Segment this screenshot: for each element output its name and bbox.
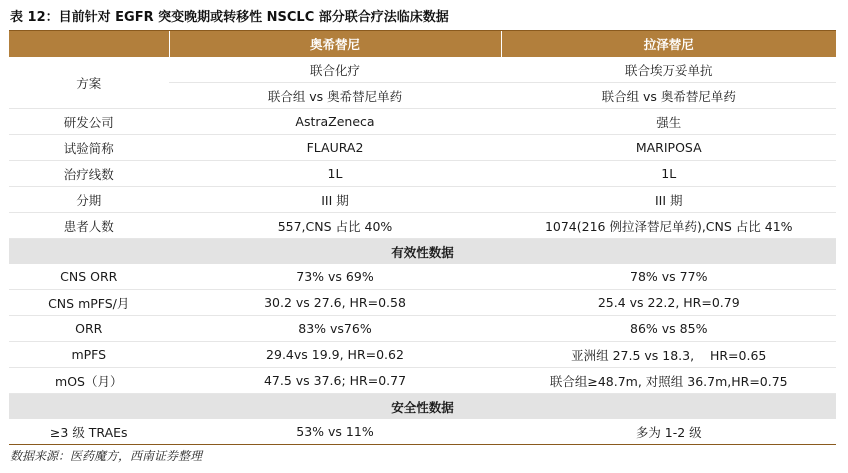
table-row: [9, 368, 836, 394]
table-cell: 强生: [501, 109, 836, 135]
row-label: 患者人数: [9, 213, 169, 239]
table-cell: AstraZeneca: [169, 109, 501, 135]
table-cell: FLAURA2: [169, 135, 501, 161]
table-title: 表 12：目前针对 EGFR 突变晚期或转移性 NSCLC 部分联合疗法临床数据: [10, 10, 449, 25]
table-cell: 联合埃万妥单抗: [501, 57, 836, 83]
table-row: [9, 342, 836, 368]
table-cell: 1L: [169, 161, 501, 187]
row-label: 试验简称: [9, 135, 169, 161]
header-lazertinib: 拉泽替尼: [501, 31, 836, 57]
table-header-row: [9, 31, 836, 57]
table-cell: 73% vs 69%: [169, 264, 501, 290]
table-cell: 30.2 vs 27.6, HR=0.58: [169, 290, 501, 316]
header-cell-empty: [9, 31, 169, 57]
table-cell: 多为 1-2 级: [501, 419, 836, 444]
section-header-safety: [9, 394, 836, 420]
table-cell: 29.4vs 19.9, HR=0.62: [169, 342, 501, 368]
row-label: 治疗线数: [9, 161, 169, 187]
table-cell: 联合化疗: [169, 57, 501, 83]
table-cell: 联合组≥48.7m, 对照组 36.7m,HR=0.75: [501, 368, 836, 394]
table-row: [9, 290, 836, 316]
table-row: [9, 135, 836, 161]
table-cell: 联合组 vs 奥希替尼单药: [169, 83, 501, 109]
source-note: 数据来源：医药魔方，西南证券整理: [10, 449, 203, 463]
section-title: 安全性数据: [9, 394, 836, 420]
table-cell: 联合组 vs 奥希替尼单药: [501, 83, 836, 109]
row-label: mOS（月）: [9, 368, 169, 394]
table-row: [9, 109, 836, 135]
table-row: [9, 57, 836, 83]
row-label: mPFS: [9, 342, 169, 368]
table-cell: 亚洲组 27.5 vs 18.3, HR=0.65: [501, 342, 836, 368]
table-cell: MARIPOSA: [501, 135, 836, 161]
table-cell: 47.5 vs 37.6; HR=0.77: [169, 368, 501, 394]
table-cell: 78% vs 77%: [501, 264, 836, 290]
row-label: 方案: [9, 57, 169, 109]
row-label: ≥3 级 TRAEs: [49, 424, 128, 440]
table-cell: 1074(216 例拉泽替尼单药),CNS 占比 41%: [501, 213, 836, 239]
header-osimertinib: 奥希替尼: [169, 31, 501, 57]
table-row: [9, 264, 836, 290]
table-cell: 557,CNS 占比 40%: [169, 213, 501, 239]
row-label: CNS ORR: [9, 264, 169, 290]
table-cell: III 期: [169, 187, 501, 213]
row-label: 分期: [9, 187, 169, 213]
row-label: ORR: [9, 316, 169, 342]
table-row: [9, 316, 836, 342]
table-cell: 86% vs 85%: [501, 316, 836, 342]
table-row: [9, 161, 836, 187]
section-header-efficacy: [9, 239, 836, 265]
table-cell: 53% vs 11%: [169, 419, 501, 444]
row-label: 研发公司: [9, 109, 169, 135]
row-label: CNS mPFS/月: [9, 290, 169, 316]
table-cell: 25.4 vs 22.2, HR=0.79: [501, 290, 836, 316]
table-cell: 1L: [501, 161, 836, 187]
table-cell: 83% vs76%: [169, 316, 501, 342]
table-cell: III 期: [501, 187, 836, 213]
table-row: [9, 187, 836, 213]
clinical-data-table: [9, 30, 836, 445]
table-row: [9, 419, 836, 444]
section-title: 有效性数据: [9, 239, 836, 265]
table-row: [9, 213, 836, 239]
